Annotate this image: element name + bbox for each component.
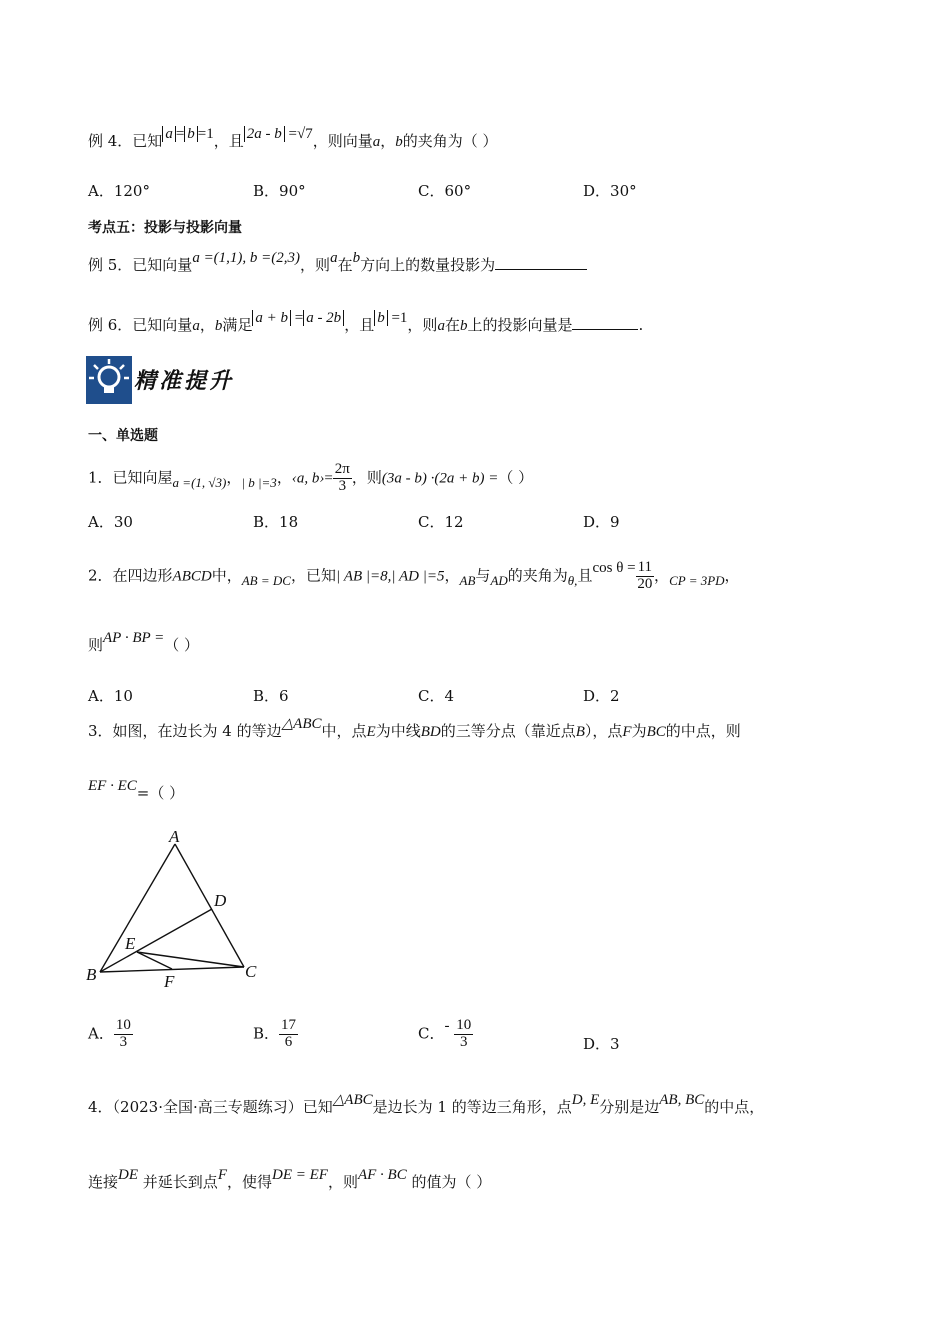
q1-stem: 1．已知向屋a =(1, √3)，| b |=3，‹a, b›= $\frac{2\pi}{3}$ ，则(3a - b) ·(2a + b) =（ ） [88, 461, 534, 494]
label-c: C [245, 962, 257, 981]
triangle-figure [84, 822, 274, 994]
label-b: B [86, 965, 97, 984]
option-d[interactable]: D．2 [583, 687, 620, 705]
label-e: E [125, 934, 136, 953]
q4-stem: 4．（2023·全国·高三专题练习）已知△ABC是边长为 1 的等边三角形，点D, E分别是边AB, BC的中点， [88, 1092, 765, 1116]
option-a[interactable]: A．120° [88, 182, 150, 200]
vector-a: a [162, 126, 176, 142]
option-c[interactable]: C．- $\frac{10}{3}$ [418, 1017, 472, 1050]
option-b[interactable]: B． $\frac{17}{6}$ [253, 1017, 297, 1050]
label-f: F [164, 972, 175, 991]
option-a[interactable]: A．30 [88, 513, 133, 531]
banner-title: 精准提升 [134, 369, 235, 394]
answer-blank[interactable] [572, 329, 638, 330]
vector-b: b [184, 126, 198, 142]
label-d: D [214, 891, 227, 910]
option-d[interactable]: D．30° [583, 182, 637, 200]
lightbulb-icon [86, 356, 132, 404]
q3-stem: 3．如图，在边长为 4 的等边△ABC中，点E为中线BD的三等分点（靠近点B），点F为BC的中点，则 [88, 716, 741, 740]
option-b[interactable]: B．18 [253, 513, 299, 531]
ex5-formula: a =(1,1), b =(2,3) [192, 250, 301, 266]
ex5-stem: 例 5．已知向量a =(1,1), b =(2,3)，则a在b方向上的数量投影为 [88, 254, 587, 275]
section-title: 考点五：投影与投影向量 [88, 220, 242, 236]
option-c[interactable]: C．60° [418, 182, 472, 200]
ex6-stem: 例 6．已知向量a，b满足 a + b = a - 2b ，且 b =1，则a在b上的投影向量是 . [88, 310, 644, 334]
median-bd [100, 909, 212, 972]
option-d[interactable]: D．3 [583, 1035, 620, 1053]
option-b[interactable]: B．90° [253, 182, 306, 200]
answer-blank[interactable] [495, 269, 587, 270]
option-c[interactable]: C．4 [418, 687, 455, 705]
q4-stem-line2: 连接DE 并延长到点F，使得DE = EF，则AF · BC 的值为（ ） [88, 1167, 492, 1191]
label-a: A [169, 827, 180, 846]
ex4-stem: 例 4．已知 a = b =1，且 2a - b =√7，则向量a，b的夹角为（ ） [88, 126, 498, 150]
option-c[interactable]: C．12 [418, 513, 464, 531]
q2-stem-line2: 则AP · BP =（ ） [88, 630, 200, 654]
q3-stem-line2: EF · EC=（ ） [88, 778, 185, 802]
option-a[interactable]: A．10 [88, 687, 133, 705]
q2-stem: 2．在四边形ABCD中，AB = DC，已知| AB |=8,| AD |=5，AB与AD的夹角为θ,且cos θ = $\frac{11}{20}$ ，CP = 3PD， [88, 559, 740, 592]
side-ac [175, 844, 244, 967]
option-b[interactable]: B．6 [253, 687, 289, 705]
option-d[interactable]: D．9 [583, 513, 620, 531]
heading-single-choice: 一、单选题 [88, 428, 158, 444]
option-a[interactable]: A． $\frac{10}{3}$ [88, 1017, 131, 1050]
